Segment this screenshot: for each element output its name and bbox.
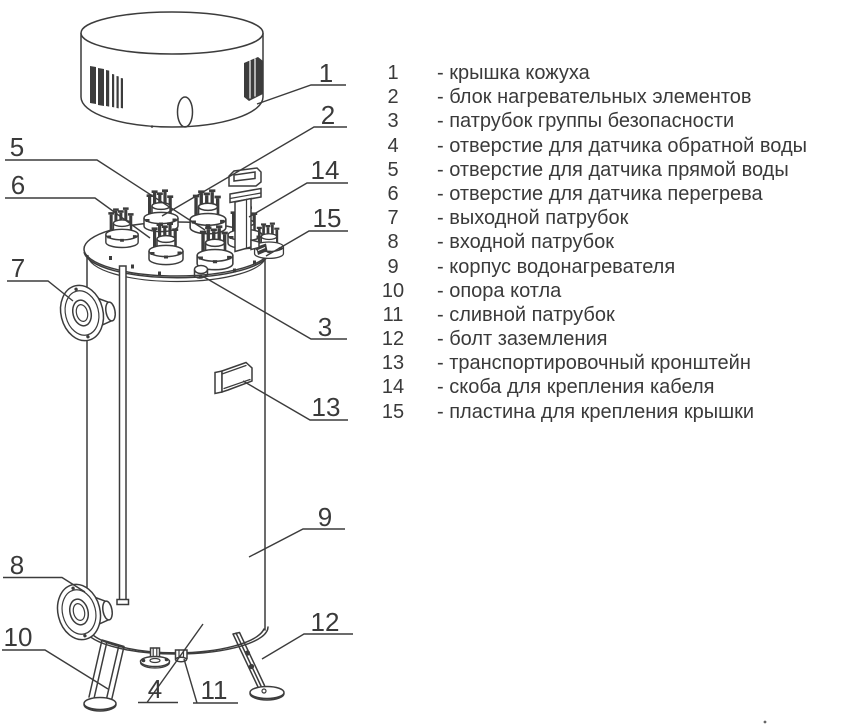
legend-item-number: 12 [381,328,405,351]
leader-lines [2,85,353,703]
legend-item [372,158,807,182]
legend-item-label: - патрубок группы безопасности [437,110,735,133]
legend-item-number: 14 [381,376,405,399]
callout-2: 2 [320,100,336,130]
legend-item [372,327,807,351]
callout-3: 3 [317,312,333,342]
callout-15: 15 [312,203,342,233]
legend-item-number: 1 [387,62,399,84]
vent-slots-right [244,57,263,101]
legend-item-number: 6 [387,182,399,205]
legend-item-label: - корпус водонагревателя [437,255,676,278]
sensor-tube [117,266,129,605]
callout-6: 6 [10,170,26,200]
legend-item-number: 3 [387,110,399,133]
legend-item-number: 11 [382,303,404,326]
legend-item-number: 5 [387,158,399,181]
outlet-flange [55,281,117,345]
legend-item [372,109,807,133]
callout-4: 4 [147,674,163,704]
page-mark [764,721,767,724]
callout-10: 10 [3,622,33,652]
transport-bracket [215,363,252,394]
callout-12: 12 [310,607,340,637]
legend-item-label: - входной патрубок [437,231,614,254]
legend-item [372,400,807,424]
callout-numbers [4,58,342,705]
callout-5: 5 [9,132,25,162]
legend-item [372,255,807,279]
legend-item [372,230,807,254]
legend-item [372,303,807,327]
legend-item [372,206,807,230]
parts-legend [372,61,807,424]
leg-right [233,633,284,701]
legend-item [372,182,807,206]
legend-item [372,375,807,399]
legend-item-number: 13 [381,352,405,375]
legend-item-number: 7 [387,207,399,230]
leg-left [84,640,124,711]
legend-item [372,351,807,375]
legend-item-label: - пластина для крепления крышки [437,400,755,423]
legend-item-label: - сливной патрубок [437,303,615,326]
callout-9: 9 [317,502,333,532]
callout-8: 8 [9,550,25,580]
inlet-flange [52,580,114,644]
legend-item-number: 10 [381,279,405,302]
cover-lid [81,12,263,128]
legend-item-label: - отверстие для датчика перегрева [437,182,763,205]
legend-item [372,279,807,303]
legend-item-label: - крышка кожуха [437,62,590,84]
legend-item-label: - опора котла [437,279,562,302]
callout-14: 14 [310,155,340,185]
legend-item-label: - отверстие для датчика прямой воды [437,158,789,181]
legend-item-number: 8 [387,231,399,254]
legend-item [372,85,807,109]
legend-item [372,134,807,158]
legend-item-number: 4 [387,134,399,157]
legend-item-label: - отверстие для датчика обратной воды [437,134,807,157]
callout-7: 7 [10,253,26,283]
legend-item-label: - болт заземления [437,328,608,351]
legend-item-number: 9 [387,255,399,278]
legend-item-label: - транспортировочный кронштейн [437,352,751,375]
callout-1: 1 [318,58,334,88]
legend-item-label: - выходной патрубок [437,207,629,230]
callout-13: 13 [311,392,341,422]
earth-bolt [249,664,254,669]
legend-item-number: 2 [387,86,399,109]
legend-item-label: - скоба для крепления кабеля [437,376,715,399]
legend-item [372,61,807,85]
callout-11: 11 [200,675,228,705]
legend-item-number: 15 [381,400,405,423]
earth-bolt [245,650,250,655]
legend-item-label: - блок нагревательных элементов [437,86,752,109]
